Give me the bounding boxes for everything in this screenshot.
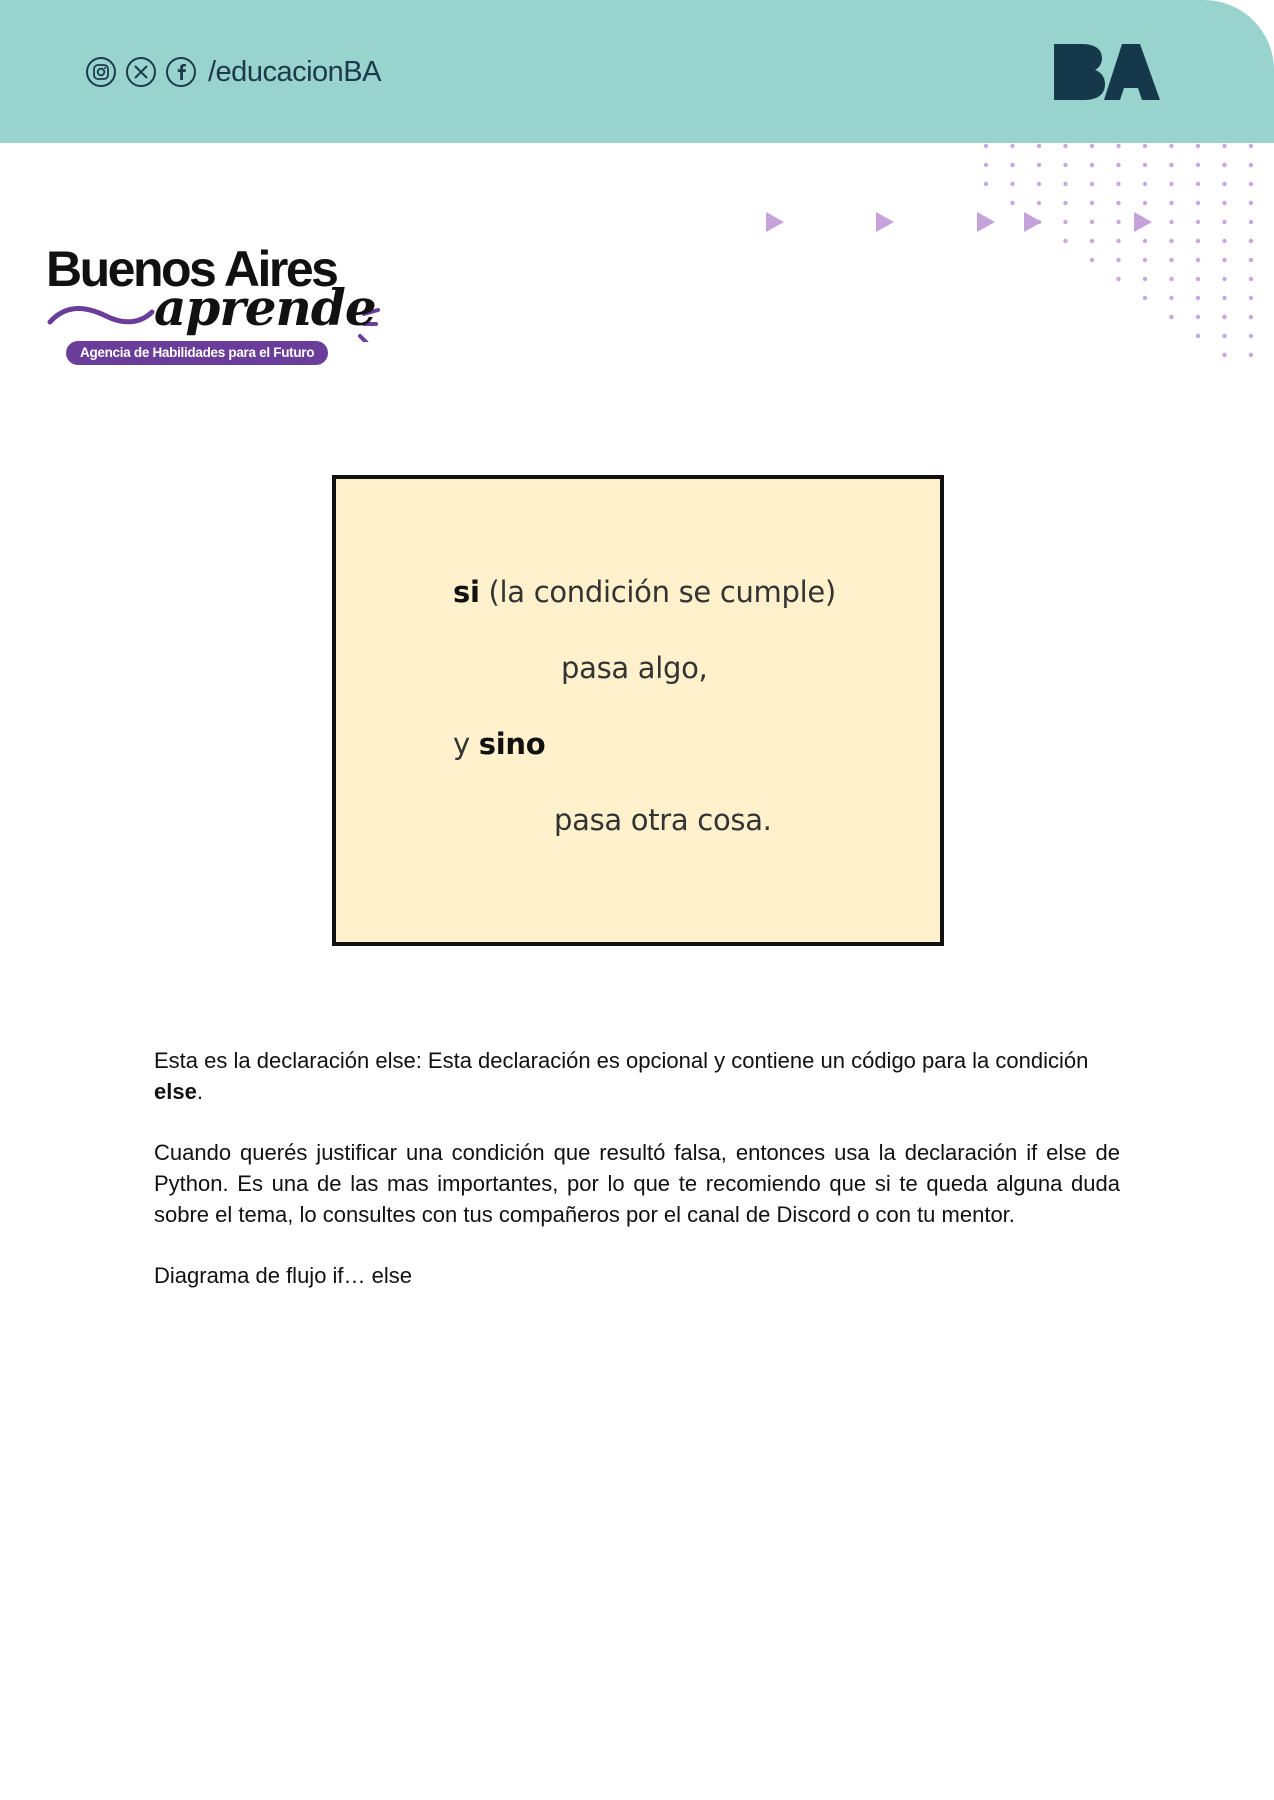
decor-dot: [1143, 277, 1147, 281]
keyword-else: else: [154, 1079, 197, 1104]
pseudocode-line-4: pasa otra cosa.: [554, 803, 772, 837]
decor-dot: [1169, 315, 1173, 319]
pseudocode-line-2: pasa algo,: [561, 651, 708, 685]
decor-dot: [1010, 163, 1014, 167]
decor-dot: [1196, 334, 1200, 338]
decor-dot: [1037, 182, 1041, 186]
brand-script: aprende: [154, 278, 376, 337]
decor-dot: [1249, 239, 1253, 243]
decor-dot: [1196, 163, 1200, 167]
decor-dot: [1169, 144, 1173, 148]
decor-dot: [1249, 220, 1253, 224]
decor-dot: [1196, 220, 1200, 224]
decor-dot: [1249, 163, 1253, 167]
decor-dot: [1090, 182, 1094, 186]
facebook-icon[interactable]: [166, 57, 196, 87]
social-links: [86, 52, 381, 92]
decor-dot: [1063, 239, 1067, 243]
keyword-si: si: [453, 575, 480, 609]
decor-dot: [1222, 163, 1226, 167]
decor-dot: [1063, 144, 1067, 148]
decor-dot: [1222, 296, 1226, 300]
decor-dot: [1090, 163, 1094, 167]
decor-dot: [1090, 239, 1094, 243]
decor-dot: [1116, 239, 1120, 243]
decor-dot: [1090, 220, 1094, 224]
decor-dot: [1222, 144, 1226, 148]
decor-dot: [1116, 258, 1120, 262]
ba-logo: [1052, 42, 1162, 102]
decor-dot: [1116, 277, 1120, 281]
decor-dot: [984, 163, 988, 167]
decor-dot: [1222, 182, 1226, 186]
decor-dot: [1063, 163, 1067, 167]
brand-tagline: Agencia de Habilidades para el Futuro: [66, 341, 328, 365]
decor-dot: [1249, 315, 1253, 319]
decor-dot: [1143, 144, 1147, 148]
decor-dot: [984, 144, 988, 148]
decor-dot: [1116, 182, 1120, 186]
decor-dot: [1169, 182, 1173, 186]
decor-dot: [1249, 201, 1253, 205]
decor-dot: [1143, 201, 1147, 205]
decor-dot: [1222, 315, 1226, 319]
pseudocode-line-3: [453, 727, 545, 761]
decor-dot: [1169, 220, 1173, 224]
flowchart-caption: Diagrama de flujo if… else: [154, 1263, 413, 1288]
decor-dot: [1010, 201, 1014, 205]
decor-dot: [1249, 353, 1253, 357]
decor-dot: [1222, 201, 1226, 205]
decor-dot: [1196, 144, 1200, 148]
brand-title: Buenos Aires: [46, 241, 337, 297]
decor-dot: [1090, 201, 1094, 205]
decor-dot: [984, 182, 988, 186]
decor-dot: [1222, 334, 1226, 338]
instagram-icon[interactable]: [86, 57, 116, 87]
decor-dot: [1116, 163, 1120, 167]
decor-dot: [1249, 277, 1253, 281]
pseudocode-line-1: [453, 575, 836, 609]
decor-dot: [1222, 220, 1226, 224]
decor-dot: [1169, 239, 1173, 243]
decor-dot: [1143, 296, 1147, 300]
decor-dot: [1037, 144, 1041, 148]
decor-dot: [1196, 258, 1200, 262]
decor-dot: [1249, 182, 1253, 186]
paragraph-else: [154, 1045, 1120, 1107]
decor-dot: [1037, 163, 1041, 167]
header-band: [0, 0, 1274, 143]
decorative-pattern: [740, 140, 1274, 385]
decor-dot: [1116, 201, 1120, 205]
decor-dot: [1010, 182, 1014, 186]
decor-dot: [1222, 353, 1226, 357]
decor-dot: [1063, 201, 1067, 205]
decor-dot: [1063, 182, 1067, 186]
decor-dot: [1196, 296, 1200, 300]
x-icon[interactable]: [126, 57, 156, 87]
keyword-sino: sino: [478, 727, 546, 761]
decor-dot: [1249, 334, 1253, 338]
decor-dot: [1196, 239, 1200, 243]
body-text: [154, 1045, 1120, 1321]
decor-dot: [1249, 144, 1253, 148]
decor-dot: [1143, 258, 1147, 262]
decor-dot: [1222, 277, 1226, 281]
decor-dot: [1010, 144, 1014, 148]
decor-dot: [1090, 258, 1094, 262]
decor-dot: [1143, 163, 1147, 167]
social-handle[interactable]: /educacionBA: [208, 55, 381, 88]
decor-dot: [1222, 258, 1226, 262]
decor-dot: [1143, 239, 1147, 243]
decor-dot: [1222, 239, 1226, 243]
decor-dot: [1037, 201, 1041, 205]
decor-dot: [1196, 277, 1200, 281]
paragraph-else-end: .: [196, 1079, 203, 1104]
decor-dot: [1169, 201, 1173, 205]
decor-dot: [1249, 296, 1253, 300]
decor-dot: [1116, 144, 1120, 148]
pseudocode-box: [332, 475, 944, 946]
decor-dot: [1196, 315, 1200, 319]
condition-text: (la condición se cumple): [479, 575, 836, 609]
decor-dot: [1090, 144, 1094, 148]
paragraph-justification: Cuando querés justificar una condición que resultó falsa, entonces usa la declaración if else de Python. Es una de las mas importantes, por lo que te recomiendo que si te queda alguna duda sobre el tema, lo consultes con tus compañeros por el canal de Discord o con tu mentor.: [154, 1140, 1120, 1227]
decor-dot: [1169, 296, 1173, 300]
buenos-aires-aprende-logo: [46, 240, 386, 370]
decor-dot: [1143, 182, 1147, 186]
decor-dot: [1249, 258, 1253, 262]
y-text: y: [453, 727, 479, 761]
decor-dot: [1116, 220, 1120, 224]
decor-dot: [1169, 277, 1173, 281]
decor-dot: [1169, 258, 1173, 262]
paragraph-else-text: Esta es la declaración else: Esta declaración es opcional y contiene un código para la condición: [154, 1048, 1089, 1073]
decor-dot: [1196, 182, 1200, 186]
decor-dot: [1169, 163, 1173, 167]
decor-dot: [1063, 220, 1067, 224]
decor-dot: [1196, 201, 1200, 205]
